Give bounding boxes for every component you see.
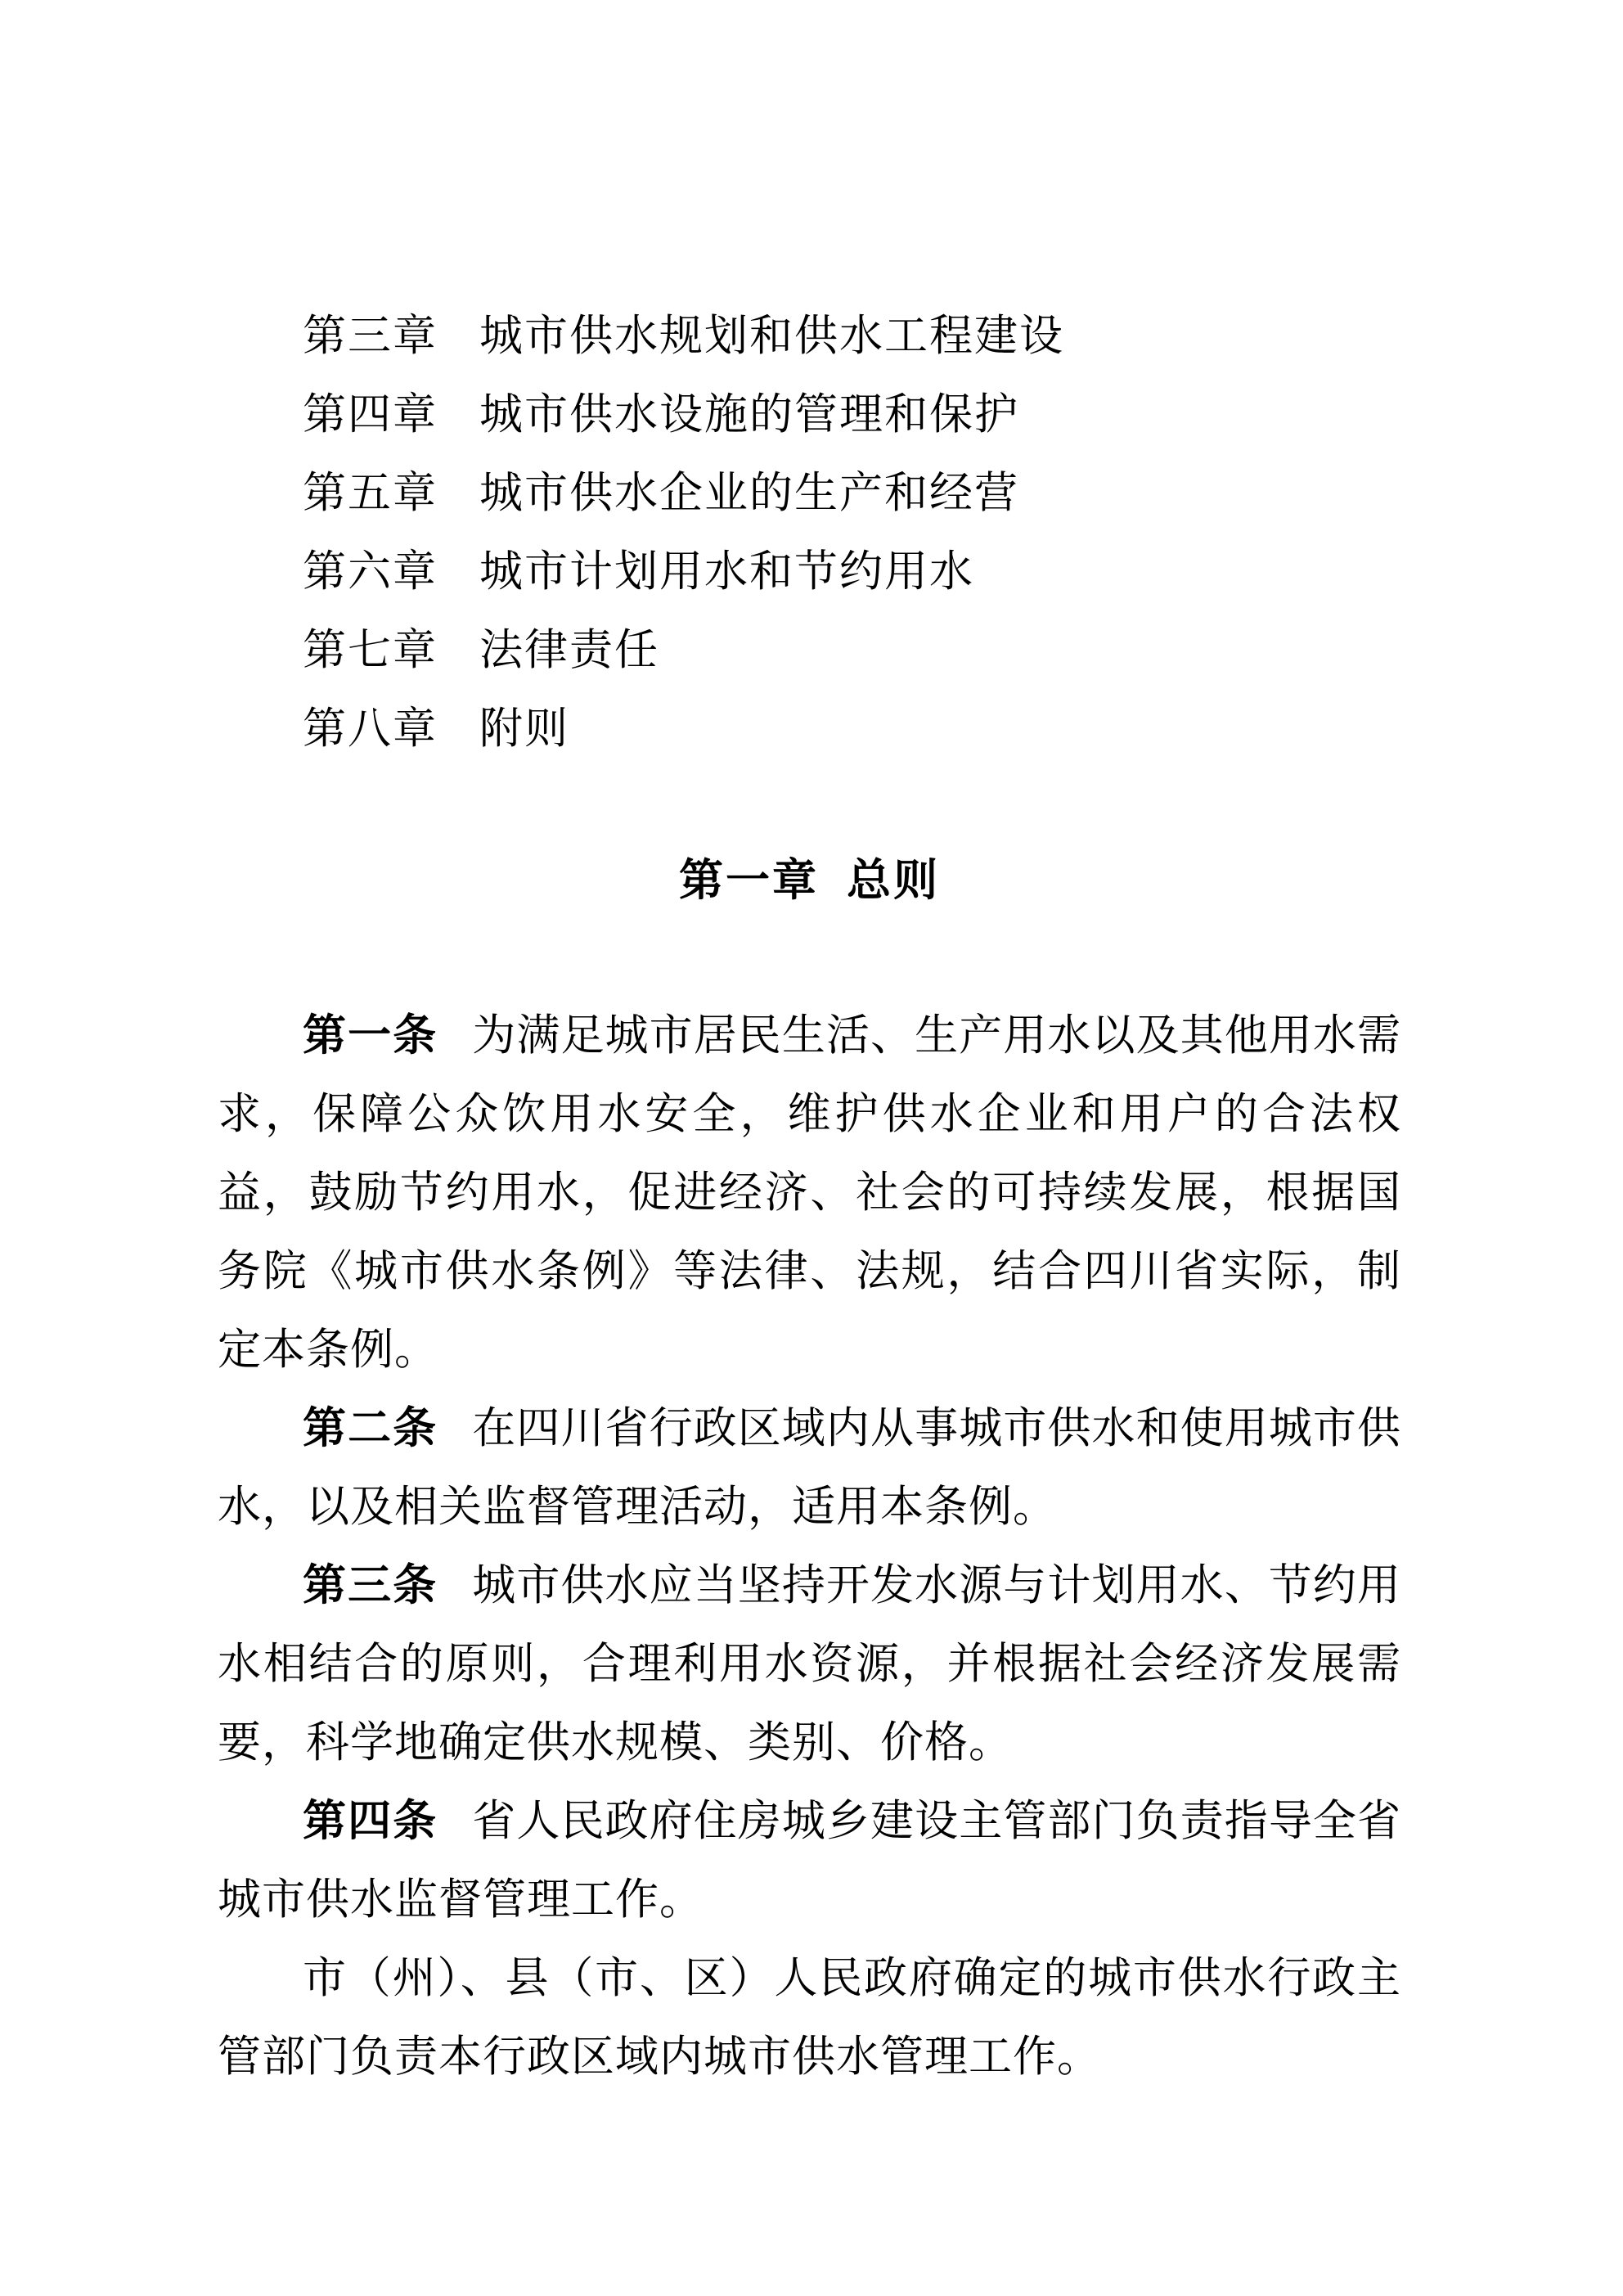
toc-chapter-number: 第四章 — [303, 390, 438, 439]
article-number: 第二条 — [303, 1404, 438, 1452]
article-paragraph — [218, 1782, 1401, 1939]
article-paragraph — [218, 1546, 1401, 1782]
toc-item — [218, 690, 1401, 768]
toc-chapter-title: 城市供水规划和供水工程建设 — [479, 312, 1064, 360]
toc-chapter-title: 城市供水企业的生产和经营 — [479, 469, 1019, 517]
table-of-contents — [218, 297, 1401, 768]
article-text: 为满足城市居民生活、生产用水以及其他用水需求，保障公众饮用水安全，维护供水企业和用户的合法权益，鼓励节约用水，促进经济、社会的可持续发展，根据国务院《城市供水条例》等法律、法规，结合四川省实际，制定本条例。 — [218, 1012, 1402, 1374]
toc-item — [218, 454, 1401, 533]
toc-item — [218, 376, 1401, 454]
chapter-heading-title: 总则 — [847, 856, 940, 905]
chapter-heading-number: 第一章 — [679, 856, 819, 905]
article-paragraph — [218, 1389, 1401, 1546]
article-body — [218, 997, 1401, 2096]
toc-chapter-number: 第六章 — [303, 547, 438, 596]
article-text: 在四川省行政区域内从事城市供水和使用城市供水，以及相关监督管理活动，适用本条例。 — [218, 1405, 1402, 1531]
toc-chapter-number: 第五章 — [303, 469, 438, 517]
article-text: 市（州）、县（市、区）人民政府确定的城市供水行政主管部门负责本行政区域内城市供水管理工作。 — [218, 1955, 1401, 2081]
toc-chapter-number: 第三章 — [303, 312, 438, 360]
toc-item — [218, 533, 1401, 611]
article-paragraph — [218, 997, 1401, 1389]
chapter-heading — [218, 841, 1401, 920]
toc-item — [218, 611, 1401, 690]
article-number: 第三条 — [303, 1561, 438, 1609]
toc-chapter-number: 第七章 — [303, 626, 438, 674]
toc-chapter-number: 第八章 — [303, 705, 438, 753]
toc-item — [218, 297, 1401, 376]
article-text: 省人民政府住房城乡建设主管部门负责指导全省城市供水监督管理工作。 — [218, 1798, 1402, 1924]
toc-chapter-title: 附则 — [479, 705, 569, 753]
article-number: 第四条 — [303, 1797, 438, 1845]
toc-chapter-title: 城市供水设施的管理和保护 — [479, 390, 1019, 439]
toc-chapter-title: 法律责任 — [479, 626, 659, 674]
article-number: 第一条 — [303, 1011, 438, 1060]
article-paragraph — [218, 1939, 1401, 2096]
toc-chapter-title: 城市计划用水和节约用水 — [479, 547, 974, 596]
article-text: 城市供水应当坚持开发水源与计划用水、节约用水相结合的原则，合理利用水资源，并根据社会经济发展需要，科学地确定供水规模、类别、价格。 — [218, 1562, 1402, 1767]
